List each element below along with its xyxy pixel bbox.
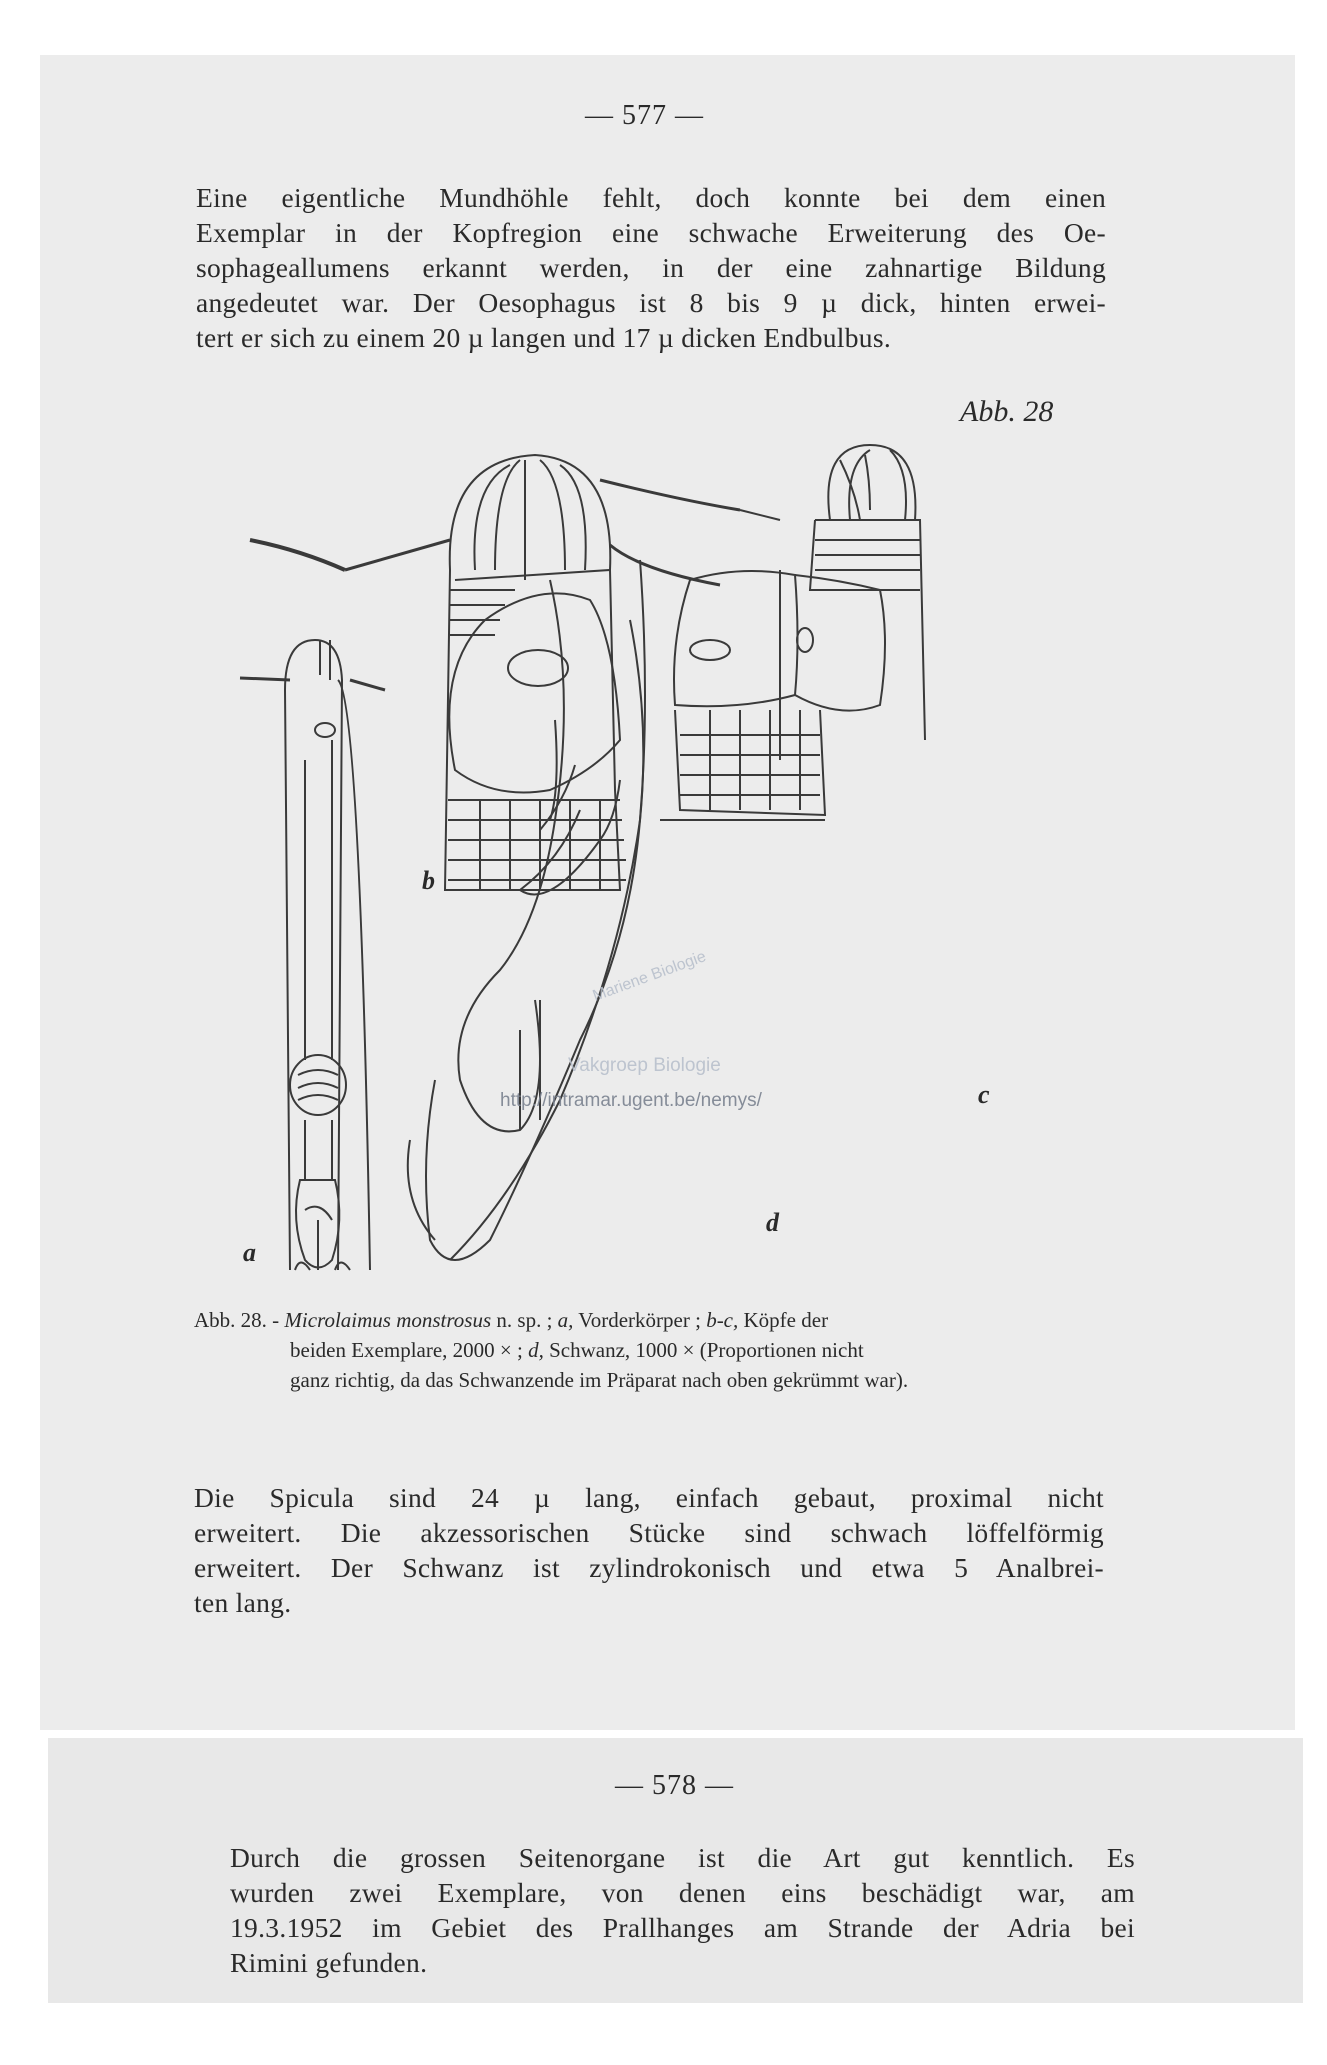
- text-line: Rimini gefunden.: [230, 1947, 428, 1978]
- figure-c-head: [600, 445, 925, 820]
- nematode-figure: [220, 440, 1110, 1290]
- figure-label: Abb. 28: [960, 395, 1054, 428]
- caption-prefix: Abb. 28. -: [194, 1308, 285, 1332]
- text-line: ten lang.: [194, 1587, 292, 1618]
- figure-letter-c: c: [978, 1080, 990, 1109]
- figure-a-anterior-body: [240, 640, 385, 1270]
- caption-line-2: [194, 1335, 908, 1365]
- figure-d-tail: [408, 560, 645, 1260]
- caption-label-d: d,: [528, 1338, 544, 1362]
- caption-text: Vorderkörper ;: [573, 1308, 707, 1332]
- text-line: tert er sich zu einem 20 µ langen und 17 µ dicken Endbulbus.: [196, 322, 892, 353]
- caption-text: beiden Exemplare, 2000 × ;: [290, 1338, 529, 1362]
- text-line: erweitert. Der Schwanz ist zylindrokonisch und etwa 5 Analbrei-: [194, 1552, 1104, 1583]
- caption-text: n. sp. ;: [491, 1308, 558, 1332]
- text-line: Die Spicula sind 24 µ lang, einfach gebaut, proximal nicht: [194, 1482, 1104, 1513]
- paragraph-oesophagus: [196, 180, 1106, 355]
- figure-caption: [194, 1305, 908, 1395]
- page-number-577: — 577 —: [585, 100, 704, 131]
- text-line: 19.3.1952 im Gebiet des Prallhanges am Strande der Adria bei: [230, 1912, 1135, 1943]
- caption-line-3: ganz richtig, da das Schwanzende im Präparat nach oben gekrümmt war).: [290, 1368, 909, 1392]
- text-line: Exemplar in der Kopfregion eine schwache Erweiterung des Oe-: [196, 217, 1106, 248]
- text-line: erweitert. Die akzessorischen Stücke sind schwach löffelförmig: [194, 1517, 1104, 1548]
- caption-species: Microlaimus monstrosus: [284, 1308, 492, 1332]
- paragraph-seitenorgane: [230, 1840, 1135, 1980]
- text-line: wurden zwei Exemplare, von denen eins beschädigt war, am: [230, 1877, 1135, 1908]
- caption-text: Köpfe der: [738, 1308, 829, 1332]
- paragraph-spicula: [194, 1480, 1104, 1620]
- caption-line-1: [194, 1305, 908, 1335]
- figure-letter-a: a: [243, 1238, 256, 1267]
- text-line: Eine eigentliche Mundhöhle fehlt, doch konnte bei dem einen: [196, 182, 1106, 213]
- page-number-578: — 578 —: [615, 1770, 734, 1801]
- figure-letter-b: b: [422, 866, 435, 895]
- caption-label-a: a,: [557, 1308, 574, 1332]
- watermark-url: http://intramar.ugent.be/nemys/: [500, 1090, 762, 1111]
- figure-letter-d: d: [766, 1208, 779, 1237]
- watermark-vakgroep: Vakgroep Biologie: [568, 1055, 721, 1076]
- caption-label-bc: b-c,: [706, 1308, 739, 1332]
- watermark-mariene-biologie: Mariene Biologie: [590, 948, 709, 1005]
- caption-text: Schwanz, 1000 × (Proportionen nicht: [543, 1338, 864, 1362]
- text-line: angedeutet war. Der Oesophagus ist 8 bis 9 µ dick, hinten erwei-: [196, 287, 1106, 318]
- text-line: sophageallumens erkannt werden, in der eine zahnartige Bildung: [196, 252, 1106, 283]
- text-line: Durch die grossen Seitenorgane ist die Art gut kenntlich. Es: [230, 1842, 1135, 1873]
